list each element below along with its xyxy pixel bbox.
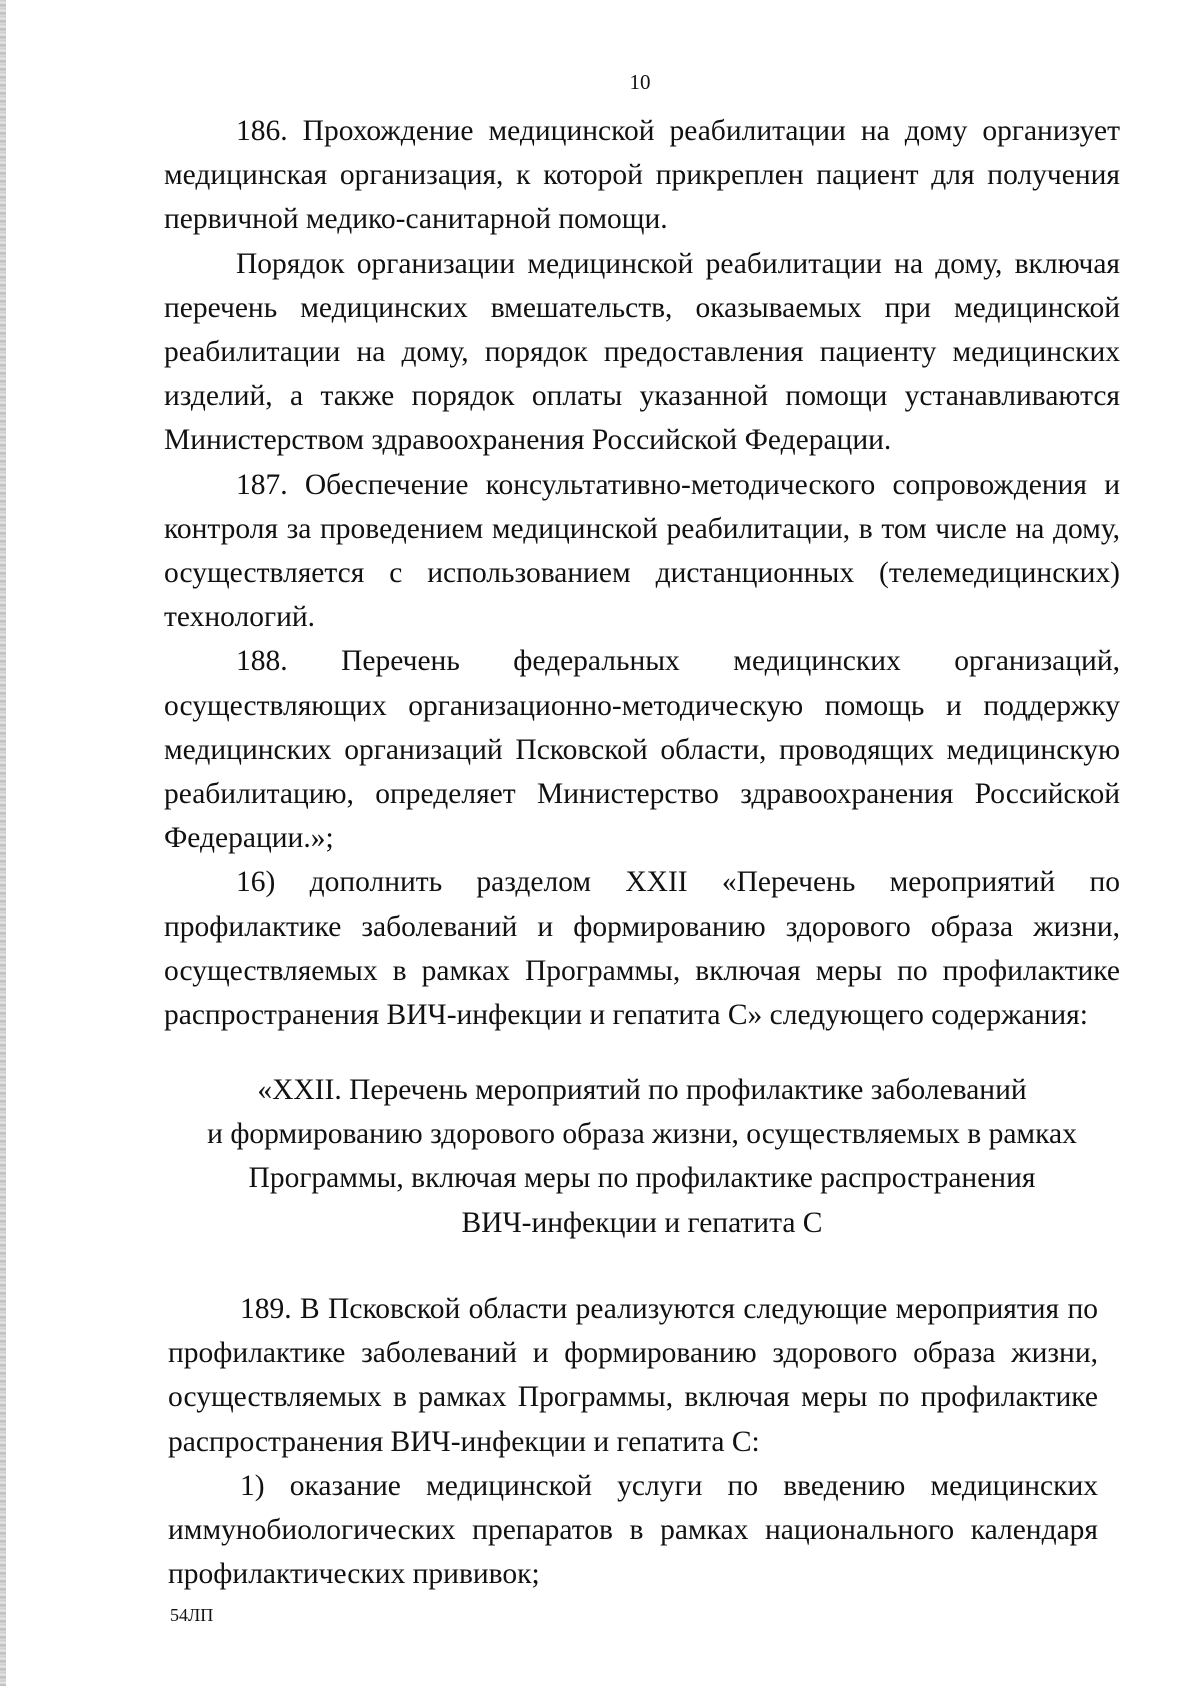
paragraph-187: 187. Обеспечение консультативно-методического сопровождения и контроля за проведением медицинской реабилитации, в том числе на дому, осуществляется с использованием дистанционных (телемедицинских) технологий. xyxy=(164,468,1120,634)
section-heading xyxy=(164,1068,1120,1245)
body-text-bottom xyxy=(168,1287,1098,1596)
scan-edge-artifact xyxy=(0,0,6,1686)
paragraph-188: 188. Перечень федеральных медицинских организаций, осуществляющих организационно-методическую помощь и поддержку медицинских организаций Псковской области, проводящих медицинскую реабилитацию, определяет Министерство здравоохранения Российской Федерации.»; xyxy=(164,645,1120,855)
footer-code: 54ЛП xyxy=(170,1605,214,1625)
section-heading-line-2: и формированию здорового образа жизни, осуществляемых в рамках xyxy=(207,1118,1077,1151)
paragraph-189-item-1: 1) оказание медицинской услуги по введению медицинских иммунобиологических препаратов в рамках национального календаря профилактических прививок; xyxy=(168,1469,1098,1591)
page-number: 10 xyxy=(629,70,651,94)
section-heading-line-4: ВИЧ-инфекции и гепатита С xyxy=(461,1206,823,1239)
paragraph-186: 186. Прохождение медицинской реабилитации на дому организует медицинская организация, к которой прикреплен пациент для получения первичной медико-санитарной помощи. xyxy=(164,115,1120,236)
paragraph-186-procedure: Порядок организации медицинской реабилитации на дому, включая перечень медицинских вмешательств, оказываемых при медицинской реабилитации на дому, порядок предоставления пациенту медицинских изделий, а также порядок оплаты указанной помощи устанавливаются Министерством здравоохранения Российской Федерации. xyxy=(164,247,1120,457)
section-heading-line-3: Программы, включая меры по профилактике распространения xyxy=(248,1162,1036,1195)
paragraph-189: 189. В Псковской области реализуются следующие мероприятия по профилактике заболеваний и формированию здорового образа жизни, осуществляемых в рамках Программы, включая меры по профилактике распространения ВИЧ-инфекции и гепатита С: xyxy=(168,1293,1098,1458)
section-heading-line-1: «XXII. Перечень мероприятий по профилактике заболеваний xyxy=(257,1074,1027,1106)
paragraph-16: 16) дополнить разделом XXII «Перечень мероприятий по профилактике заболеваний и формированию здорового образа жизни, осуществляемых в рамках Программы, включая меры по профилактике распространения ВИЧ-инфекции и гепатита С» следующего содержания: xyxy=(164,866,1120,1032)
body-text-top xyxy=(164,109,1120,1037)
